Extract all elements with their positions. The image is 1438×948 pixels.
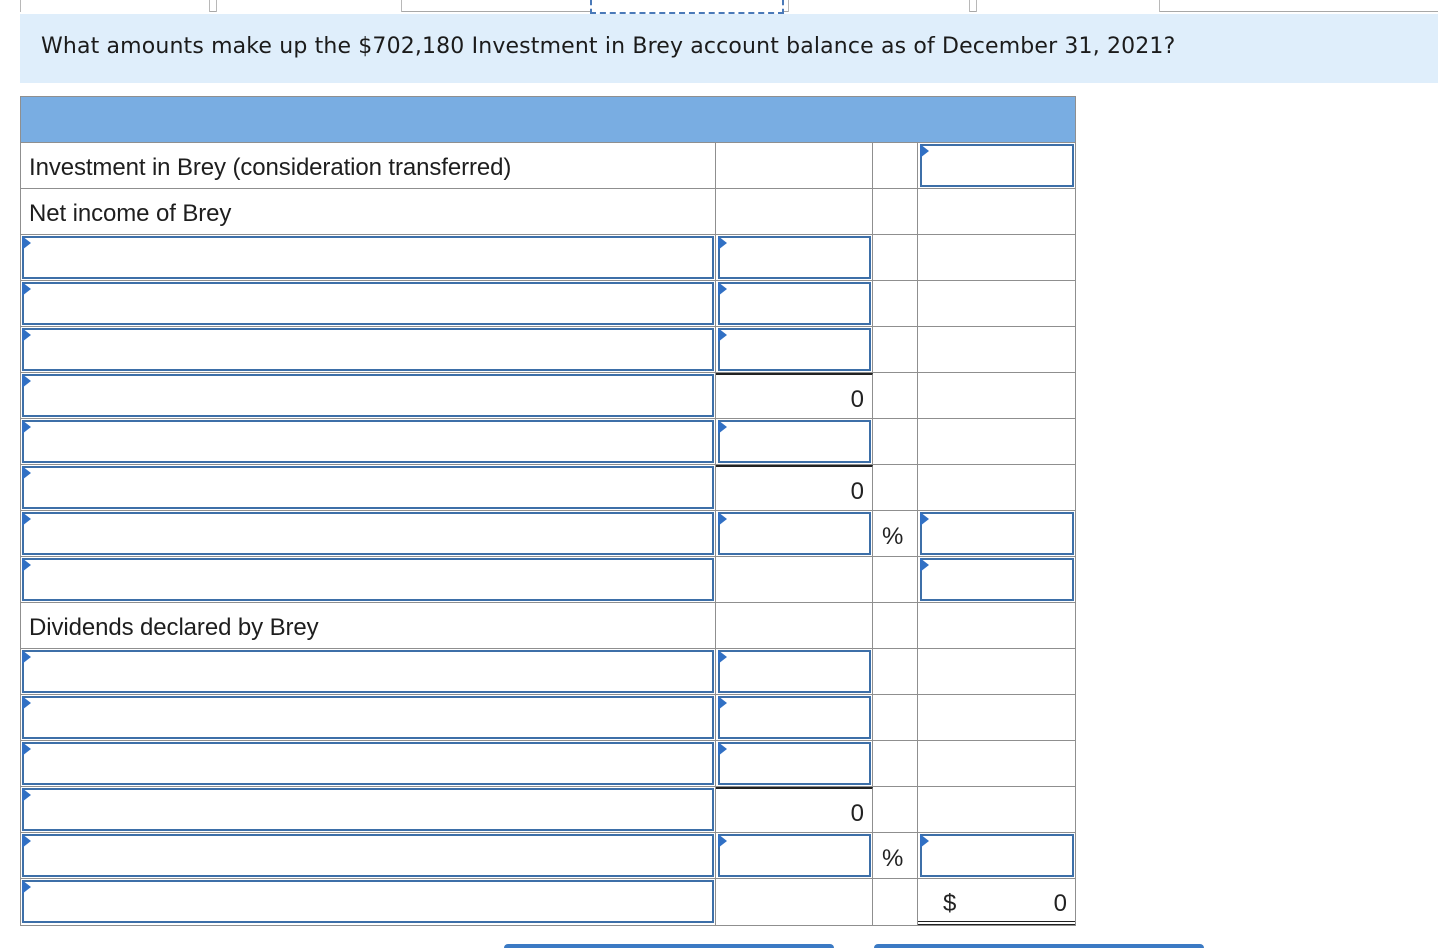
description-dropdown[interactable] [22,282,714,325]
tab-2[interactable] [216,0,402,12]
prev-button[interactable] [504,944,834,948]
description-dropdown[interactable] [22,420,714,463]
description-dropdown[interactable] [22,742,714,785]
row-label-cell [21,143,716,189]
description-dropdown[interactable] [22,650,714,693]
total-value: 0 [1053,890,1067,917]
description-dropdown[interactable] [22,466,714,509]
table-row [21,235,1075,281]
amount-dropdown[interactable] [718,742,871,785]
next-button[interactable] [874,944,1204,948]
table-row [21,189,1075,235]
table-row [21,373,1075,419]
description-dropdown[interactable] [22,834,714,877]
total-cell [918,879,1075,925]
percent-sign: % [882,523,904,550]
amount-dropdown[interactable] [718,650,871,693]
table-row [21,741,1075,787]
table-row-total [21,879,1075,925]
table-row [21,327,1075,373]
table-row [21,465,1075,511]
table-row [21,603,1075,649]
table-row [21,649,1075,695]
tab-1[interactable] [20,0,210,12]
description-dropdown[interactable] [22,558,714,601]
amount-dropdown[interactable] [718,328,871,371]
table-row [21,695,1075,741]
description-dropdown[interactable] [22,788,714,831]
table-row [21,419,1075,465]
amount-dropdown[interactable] [718,696,871,739]
row-label: Investment in Brey (consideration transferred) [29,154,512,181]
worksheet-header [21,97,1075,143]
tab-active[interactable] [590,0,784,14]
calculated-value: 0 [850,478,864,505]
description-dropdown[interactable] [22,880,714,923]
table-row [21,787,1075,833]
amount-dropdown[interactable] [718,420,871,463]
description-dropdown[interactable] [22,696,714,739]
amount-dropdown[interactable] [920,558,1074,601]
description-dropdown[interactable] [22,374,714,417]
row-label: Dividends declared by Brey [29,614,319,641]
top-tab-strip [20,0,1438,12]
worksheet-table [20,96,1076,926]
question-bar [20,14,1438,83]
description-dropdown[interactable] [22,512,714,555]
question-text: What amounts make up the $702,180 Investment in Brey account balance as of December 31, 2021? [41,34,1176,59]
tab-5[interactable] [976,0,1160,12]
amount-dropdown[interactable] [718,236,871,279]
description-dropdown[interactable] [22,236,714,279]
tab-4[interactable] [788,0,970,12]
table-row [21,143,1075,189]
percent-dropdown[interactable] [718,512,871,555]
amount-dropdown[interactable] [920,834,1074,877]
calculated-value: 0 [850,386,864,413]
amount-dropdown[interactable] [718,282,871,325]
calculated-value: 0 [850,800,864,827]
amount-dropdown[interactable] [920,512,1074,555]
table-row [21,281,1075,327]
amount-input[interactable] [920,144,1074,187]
table-row [21,511,1075,557]
table-row [21,833,1075,879]
percent-dropdown[interactable] [718,834,871,877]
description-dropdown[interactable] [22,328,714,371]
row-label: Net income of Brey [29,200,232,227]
dollar-sign: $ [943,890,957,917]
table-row [21,557,1075,603]
percent-sign: % [882,845,904,872]
